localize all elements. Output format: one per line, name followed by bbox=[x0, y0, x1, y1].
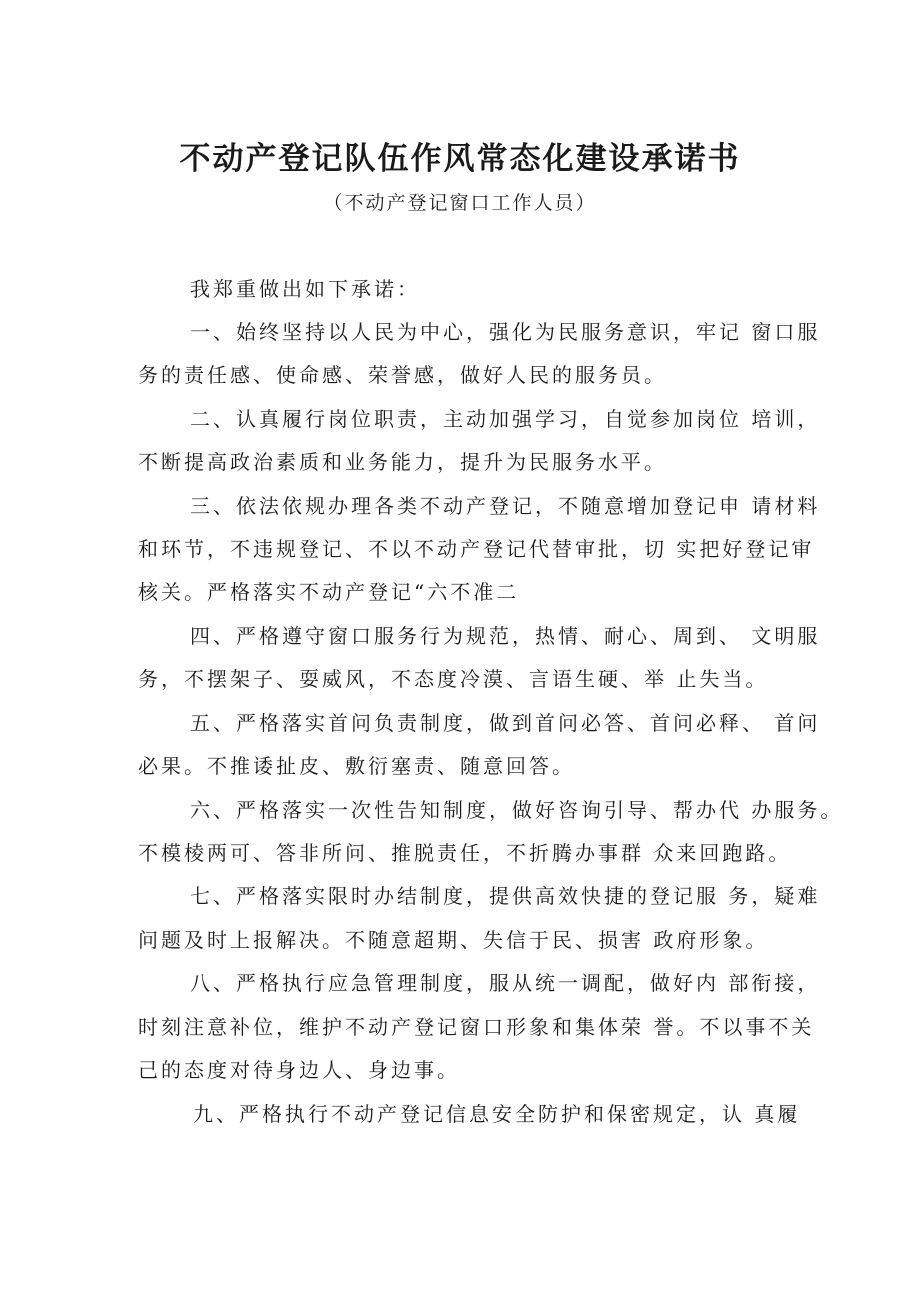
text-line: 我郑重做出如下承诺： bbox=[190, 277, 420, 301]
text-line: 二、认真履行岗位职责，主动加强学习，自觉参加岗位 培训， bbox=[190, 407, 821, 431]
text-line: 三、依法依规办理各类不动产登记，不随意增加登记申 请材料 bbox=[190, 494, 821, 518]
text-line: 务的责任感、使命感、荣誉感，做好人民的服务员。 bbox=[138, 363, 667, 387]
text-line: 七、严格落实限时办结制度，提供高效快捷的登记服 务，疑难 bbox=[190, 884, 821, 908]
text-line: 时刻注意补位，维护不动产登记窗口形象和集体荣 誉。不以事不关 bbox=[138, 1015, 815, 1039]
document-subtitle: （不动产登记窗口工作人员） bbox=[323, 192, 597, 214]
text-line: 必果。不推诿扯皮、敷衍塞责、随意回答。 bbox=[138, 754, 575, 778]
text-line: 和环节，不违规登记、不以不动产登记代替审批，切 实把好登记审 bbox=[138, 537, 815, 561]
text-line: 核关。严格落实不动产登记“六不准二 bbox=[138, 580, 520, 604]
text-line: 五、严格落实首问负责制度，做到首问必答、首问必释、 首问 bbox=[190, 711, 821, 735]
text-line: 九、严格执行不动产登记信息安全防护和保密规定，认 真履 bbox=[193, 1102, 801, 1126]
document-title: 不动产登记队伍作风常态化建设承诺书 bbox=[179, 141, 741, 177]
text-line: 不断提高政治素质和业务能力，提升为民服务水平。 bbox=[138, 450, 667, 474]
text-line: 八、严格执行应急管理制度，服从统一调配，做好内 部衔接， bbox=[190, 971, 821, 995]
text-line: 六、严格落实一次性告知制度，做好咨询引导、帮办代 办服务。 bbox=[190, 798, 844, 822]
text-line: 己的态度对待身边人、身边事。 bbox=[138, 1058, 460, 1082]
text-line: 务，不摆架子、耍威风，不态度冷漠、言语生硬、举 止失当。 bbox=[138, 667, 769, 691]
text-line: 四、严格遵守窗口服务行为规范，热情、耐心、周到、 文明服 bbox=[190, 624, 821, 648]
text-line: 不模棱两可、答非所问、推脱责任，不折腾办事群 众来回跑路。 bbox=[138, 841, 792, 865]
text-line: 问题及时上报解决。不随意超期、失信于民、损害 政府形象。 bbox=[138, 928, 769, 952]
text-line: 一、始终坚持以人民为中心，强化为民服务意识，牢记 窗口服 bbox=[190, 320, 821, 344]
